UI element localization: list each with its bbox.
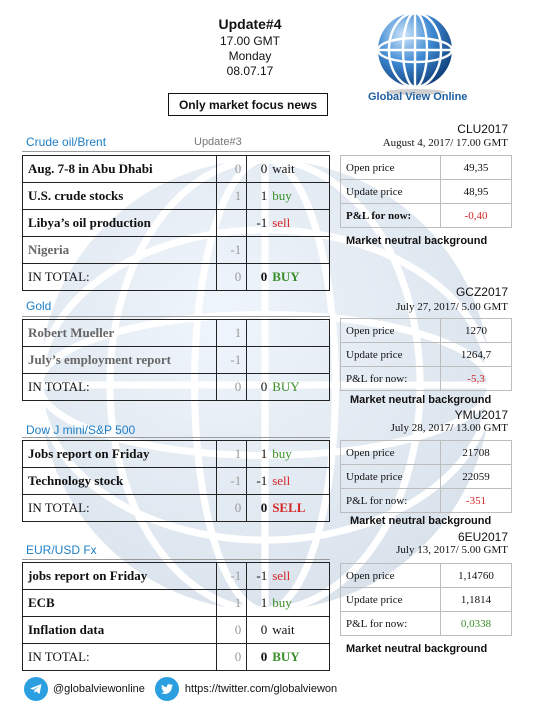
event-name: Libya’s oil production [23,210,217,237]
table-row [23,156,330,183]
event-name: jobs report on Friday [23,563,217,590]
pl-label: P&L for now: [341,204,441,228]
event-name: U.S. crude stocks [23,183,217,210]
ticker-eurusd: 6EU2017 [457,530,508,544]
divider [22,437,330,438]
table-row [23,210,330,237]
event-name: Technology stock [23,468,217,495]
event-score: -1 [217,237,247,264]
update-date: 08.07.17 [226,64,274,78]
event-signal: 1 buy [247,183,330,210]
open-price: 21708 [441,441,512,465]
total-signal: 0 BUY [247,374,330,401]
divider [22,559,330,560]
events-table-gold [22,319,330,401]
total-score: 0 [217,374,247,401]
divider [22,151,330,152]
event-signal [247,237,330,264]
pl-label: P&L for now: [341,489,441,513]
pl-label: P&L for now: [341,367,441,391]
event-signal: -1 sell [247,563,330,590]
price-table-crude [340,155,512,228]
event-score: 1 [217,183,247,210]
total-label: IN TOTAL: [23,264,217,291]
ticker-dow: YMU2017 [454,408,508,422]
price-table-eurusd [340,563,512,636]
total-signal: 0 SELL [247,495,330,522]
update-price: 48,95 [441,180,512,204]
table-row [23,468,330,495]
total-row [23,495,330,522]
event-score: 1 [217,441,247,468]
update-price-label: Update price [341,343,441,367]
total-label: IN TOTAL: [23,644,217,671]
event-score: -1 [217,347,247,374]
event-name: Inflation data [23,617,217,644]
pl-value: -351 [441,489,512,513]
total-score: 0 [217,264,247,291]
pl-value: -5,3 [441,367,512,391]
update-price: 1264,7 [441,343,512,367]
event-score: -1 [217,468,247,495]
event-signal [247,347,330,374]
logo-text: Global View Online [368,91,468,103]
event-score: 0 [217,617,247,644]
update-title: Update#4 [218,16,282,32]
pl-value: -0,40 [441,204,512,228]
event-name: Nigeria [23,237,217,264]
event-score: 0 [217,156,247,183]
ticker-crude: CLU2017 [457,122,508,136]
total-row [23,264,330,291]
event-signal: -1 sell [247,468,330,495]
events-table-dow [22,440,330,522]
table-row [23,441,330,468]
price-table-dow [340,440,512,513]
event-signal: 0 wait [247,156,330,183]
pl-label: P&L for now: [341,612,441,636]
ticker-date-gold: July 27, 2017/ 5.00 GMT [396,301,508,313]
event-score: 1 [217,320,247,347]
update-price-label: Update price [341,588,441,612]
section-title-crude: Crude oil/Brent [26,135,107,149]
open-price-label: Open price [341,441,441,465]
section-title-gold: Gold [26,299,52,313]
event-score: -1 [217,563,247,590]
event-name: Robert Mueller [23,320,217,347]
events-table-crude [22,155,330,291]
event-score: 1 [217,590,247,617]
total-label: IN TOTAL: [23,374,217,401]
update-price-label: Update price [341,180,441,204]
update-price: 22059 [441,465,512,489]
event-signal [247,320,330,347]
table-row [23,237,330,264]
divider [22,316,330,317]
price-table-gold [340,318,512,391]
total-label: IN TOTAL: [23,495,217,522]
ticker-date-eurusd: July 13, 2017/ 5.00 GMT [396,544,508,556]
event-name: ECB [23,590,217,617]
total-score: 0 [217,495,247,522]
twitter-link[interactable]: https://twitter.com/globalviewon [184,683,338,695]
section-sub-crude: Update#3 [194,136,242,148]
ticker-date-dow: July 28, 2017/ 13.00 GMT [390,422,508,434]
market-note-eurusd: Market neutral background [346,643,488,655]
total-score: 0 [217,644,247,671]
event-name: Aug. 7-8 in Abu Dhabi [23,156,217,183]
open-price-label: Open price [341,564,441,588]
footer [24,676,337,702]
table-row [23,617,330,644]
total-row [23,644,330,671]
event-signal: 1 buy [247,590,330,617]
telegram-icon[interactable] [24,677,48,701]
telegram-link[interactable]: @globalviewonline [53,683,145,695]
pl-value: 0,0338 [441,612,512,636]
focus-label: Only market focus news [168,93,328,116]
total-signal: 0 BUY [247,264,330,291]
table-row [23,320,330,347]
open-price: 49,35 [441,156,512,180]
section-title-dow: Dow J mini/S&P 500 [26,423,136,437]
table-row [23,563,330,590]
update-day: Monday [228,49,272,63]
twitter-icon[interactable] [155,677,179,701]
header [150,14,350,79]
table-row [23,183,330,210]
open-price: 1270 [441,319,512,343]
update-price-label: Update price [341,465,441,489]
table-row [23,347,330,374]
total-signal: 0 BUY [247,644,330,671]
event-signal: -1 sell [247,210,330,237]
total-row [23,374,330,401]
ticker-date-crude: August 4, 2017/ 17.00 GMT [382,137,508,149]
market-note-dow: Market neutral background [350,515,492,527]
open-price-label: Open price [341,319,441,343]
market-note-crude: Market neutral background [346,235,488,247]
events-table-eurusd [22,562,330,671]
section-title-eurusd: EUR/USD Fx [26,543,97,557]
market-note-gold: Market neutral background [350,394,492,406]
open-price-label: Open price [341,156,441,180]
event-name: Jobs report on Friday [23,441,217,468]
update-time: 17.00 GMT [219,34,281,48]
event-score [217,210,247,237]
update-price: 1,1814 [441,588,512,612]
event-name: July’s employment report [23,347,217,374]
table-row [23,590,330,617]
ticker-gold: GCZ2017 [455,285,508,299]
event-signal: 1 buy [247,441,330,468]
open-price: 1,14760 [441,564,512,588]
event-signal: 0 wait [247,617,330,644]
